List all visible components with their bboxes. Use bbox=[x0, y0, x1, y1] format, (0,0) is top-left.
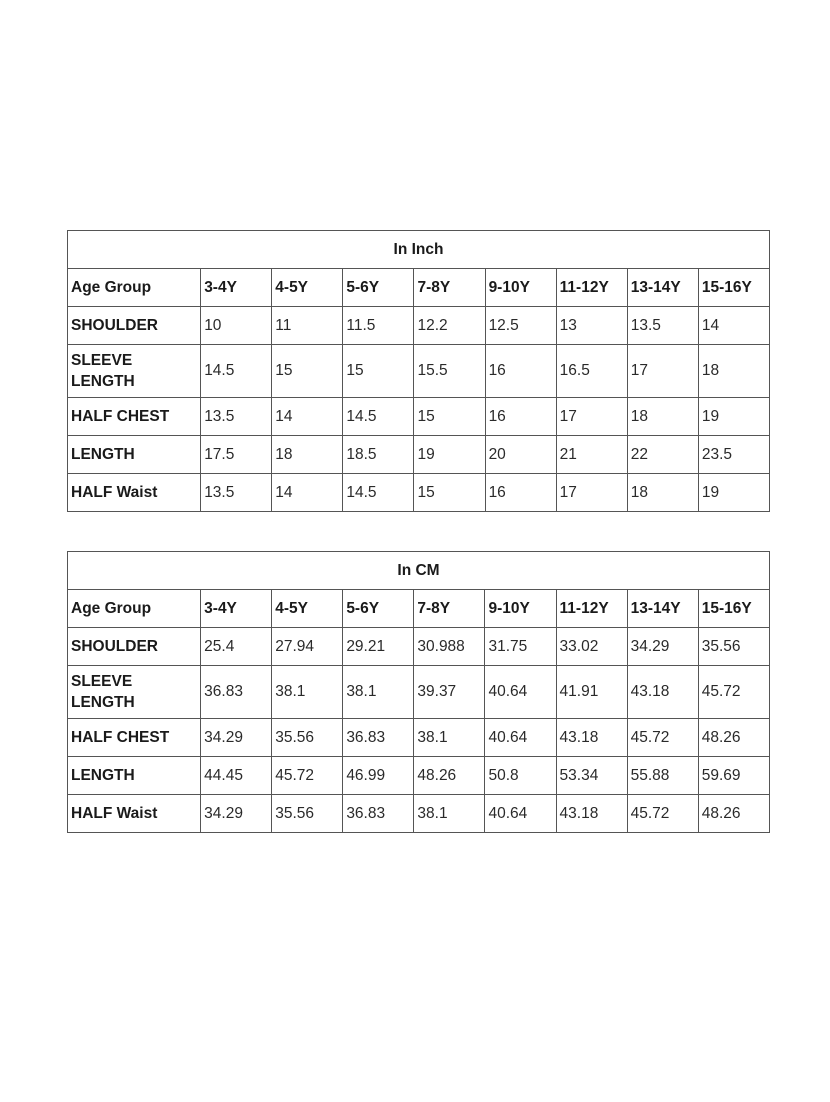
table-cell: 36.83 bbox=[343, 795, 414, 833]
table-cell: 14.5 bbox=[343, 398, 414, 436]
table-cell: 12.2 bbox=[414, 307, 485, 345]
column-header: 7-8Y bbox=[414, 590, 485, 628]
table-cell: 16 bbox=[485, 345, 556, 398]
row-label: SHOULDER bbox=[68, 628, 201, 666]
table-row bbox=[68, 719, 770, 757]
table-cell: 43.18 bbox=[627, 666, 698, 719]
table-cell: 22 bbox=[627, 436, 698, 474]
column-header: 9-10Y bbox=[485, 269, 556, 307]
table-cell: 48.26 bbox=[698, 795, 769, 833]
table-cell: 43.18 bbox=[556, 795, 627, 833]
table-cell: 16 bbox=[485, 398, 556, 436]
table-cell: 25.4 bbox=[201, 628, 272, 666]
table-cell: 48.26 bbox=[414, 757, 485, 795]
column-header: 11-12Y bbox=[556, 269, 627, 307]
table-cell: 15 bbox=[272, 345, 343, 398]
table-cell: 14 bbox=[272, 474, 343, 512]
column-header: 13-14Y bbox=[627, 590, 698, 628]
table-cell: 53.34 bbox=[556, 757, 627, 795]
header-row bbox=[68, 269, 770, 307]
table-cell: 11 bbox=[272, 307, 343, 345]
table-cell: 18 bbox=[627, 474, 698, 512]
table-cell: 45.72 bbox=[627, 795, 698, 833]
row-label: LENGTH bbox=[68, 436, 201, 474]
table-cell: 17 bbox=[627, 345, 698, 398]
table-cell: 45.72 bbox=[627, 719, 698, 757]
table-cell: 30.988 bbox=[414, 628, 485, 666]
table-cell: 17.5 bbox=[201, 436, 272, 474]
table-cell: 19 bbox=[698, 474, 769, 512]
table-row bbox=[68, 398, 770, 436]
table-cell: 34.29 bbox=[627, 628, 698, 666]
table-cell: 16.5 bbox=[556, 345, 627, 398]
table-cell: 14.5 bbox=[343, 474, 414, 512]
table-cell: 40.64 bbox=[485, 795, 556, 833]
table-cell: 11.5 bbox=[343, 307, 414, 345]
column-header: 13-14Y bbox=[627, 269, 698, 307]
table-cell: 14 bbox=[698, 307, 769, 345]
table-cell: 41.91 bbox=[556, 666, 627, 719]
row-label: HALF Waist bbox=[68, 795, 201, 833]
table-cell: 38.1 bbox=[272, 666, 343, 719]
column-header: 11-12Y bbox=[556, 590, 627, 628]
table-cell: 16 bbox=[485, 474, 556, 512]
table-title: In Inch bbox=[68, 231, 770, 269]
column-header: 4-5Y bbox=[272, 590, 343, 628]
table-cell: 14 bbox=[272, 398, 343, 436]
table-cell: 50.8 bbox=[485, 757, 556, 795]
table-cell: 45.72 bbox=[272, 757, 343, 795]
table-cell: 39.37 bbox=[414, 666, 485, 719]
column-header: 5-6Y bbox=[343, 590, 414, 628]
table-cell: 15 bbox=[414, 398, 485, 436]
table-cell: 20 bbox=[485, 436, 556, 474]
row-label: SLEEVE LENGTH bbox=[68, 345, 201, 398]
table-cell: 34.29 bbox=[201, 795, 272, 833]
table-cell: 23.5 bbox=[698, 436, 769, 474]
table-row bbox=[68, 795, 770, 833]
row-label: LENGTH bbox=[68, 757, 201, 795]
row-label: HALF CHEST bbox=[68, 719, 201, 757]
table-cell: 48.26 bbox=[698, 719, 769, 757]
table-cell: 44.45 bbox=[201, 757, 272, 795]
table-cell: 35.56 bbox=[272, 795, 343, 833]
table-cell: 46.99 bbox=[343, 757, 414, 795]
table-cell: 35.56 bbox=[698, 628, 769, 666]
column-header: 9-10Y bbox=[485, 590, 556, 628]
table-row bbox=[68, 436, 770, 474]
table-cell: 14.5 bbox=[201, 345, 272, 398]
table-cell: 38.1 bbox=[343, 666, 414, 719]
table-cell: 31.75 bbox=[485, 628, 556, 666]
size-table-cm bbox=[67, 551, 770, 833]
column-header: 5-6Y bbox=[343, 269, 414, 307]
table-cell: 17 bbox=[556, 474, 627, 512]
row-label: SHOULDER bbox=[68, 307, 201, 345]
table-cell: 15 bbox=[343, 345, 414, 398]
size-table-inch bbox=[67, 230, 770, 512]
header-row bbox=[68, 590, 770, 628]
table-cell: 45.72 bbox=[698, 666, 769, 719]
table-cell: 15.5 bbox=[414, 345, 485, 398]
table-cell: 29.21 bbox=[343, 628, 414, 666]
table-cell: 15 bbox=[414, 474, 485, 512]
table-cell: 18.5 bbox=[343, 436, 414, 474]
table-cell: 38.1 bbox=[414, 795, 485, 833]
table-cell: 55.88 bbox=[627, 757, 698, 795]
row-label: SLEEVE LENGTH bbox=[68, 666, 201, 719]
table-cell: 33.02 bbox=[556, 628, 627, 666]
column-header: 7-8Y bbox=[414, 269, 485, 307]
table-cell: 19 bbox=[414, 436, 485, 474]
table-cell: 13.5 bbox=[627, 307, 698, 345]
table-cell: 35.56 bbox=[272, 719, 343, 757]
column-header: 3-4Y bbox=[201, 590, 272, 628]
table-row bbox=[68, 307, 770, 345]
table-cell: 36.83 bbox=[343, 719, 414, 757]
row-label: HALF Waist bbox=[68, 474, 201, 512]
table-title: In CM bbox=[68, 552, 770, 590]
table-cell: 13.5 bbox=[201, 398, 272, 436]
table-cell: 38.1 bbox=[414, 719, 485, 757]
table-cell: 12.5 bbox=[485, 307, 556, 345]
table-row bbox=[68, 666, 770, 719]
table-cell: 18 bbox=[698, 345, 769, 398]
table-cell: 18 bbox=[627, 398, 698, 436]
row-label: HALF CHEST bbox=[68, 398, 201, 436]
table-cell: 40.64 bbox=[485, 666, 556, 719]
table-cell: 21 bbox=[556, 436, 627, 474]
table-row bbox=[68, 757, 770, 795]
table-cell: 13.5 bbox=[201, 474, 272, 512]
table-cell: 13 bbox=[556, 307, 627, 345]
table-cell: 19 bbox=[698, 398, 769, 436]
table-row bbox=[68, 628, 770, 666]
table-cell: 10 bbox=[201, 307, 272, 345]
header-label: Age Group bbox=[68, 590, 201, 628]
column-header: 15-16Y bbox=[698, 590, 769, 628]
column-header: 15-16Y bbox=[698, 269, 769, 307]
header-label: Age Group bbox=[68, 269, 201, 307]
table-cell: 34.29 bbox=[201, 719, 272, 757]
table-cell: 59.69 bbox=[698, 757, 769, 795]
column-header: 4-5Y bbox=[272, 269, 343, 307]
table-cell: 27.94 bbox=[272, 628, 343, 666]
table-row bbox=[68, 345, 770, 398]
table-cell: 43.18 bbox=[556, 719, 627, 757]
table-cell: 36.83 bbox=[201, 666, 272, 719]
table-cell: 40.64 bbox=[485, 719, 556, 757]
column-header: 3-4Y bbox=[201, 269, 272, 307]
table-cell: 18 bbox=[272, 436, 343, 474]
table-row bbox=[68, 474, 770, 512]
table-cell: 17 bbox=[556, 398, 627, 436]
